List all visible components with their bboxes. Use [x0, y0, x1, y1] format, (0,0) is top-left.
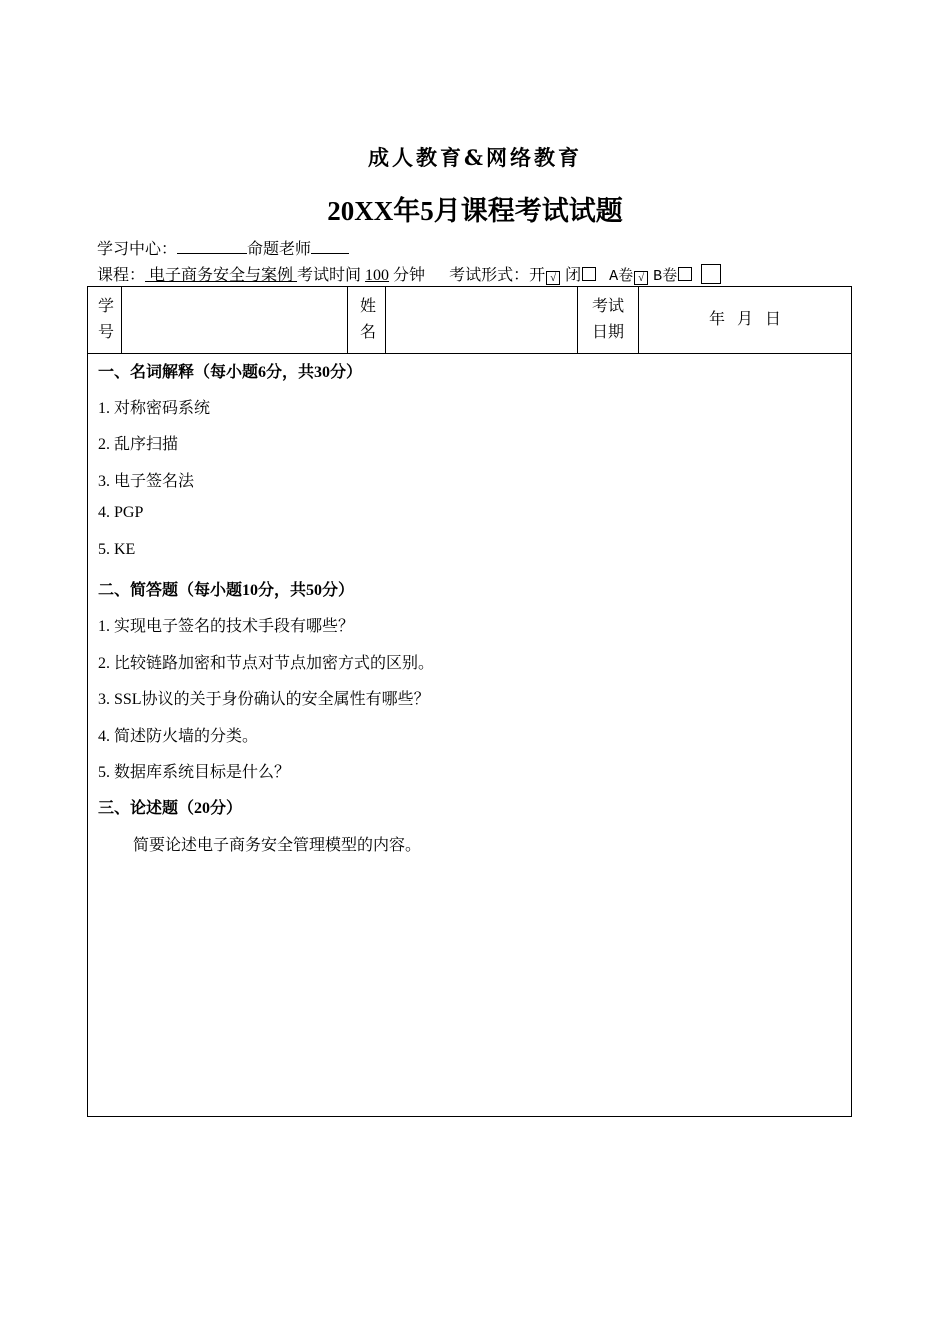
question-item: 4. PGP [98, 504, 144, 521]
student-id-label: 学 号 [88, 287, 122, 353]
center-label: 学习中心： [97, 241, 178, 258]
course-name: 电子商务安全与案例 [149, 267, 294, 284]
question-item: 1. 实现电子签名的技术手段有哪些？ [98, 618, 355, 635]
time-unit: 分钟 [393, 267, 426, 284]
student-info-row [88, 287, 851, 354]
paper-a-label: A卷 [609, 268, 634, 285]
question-item: 5. KE [98, 541, 136, 558]
exam-date-label: 考试 日期 [578, 287, 639, 353]
student-id-field[interactable] [122, 287, 348, 353]
org-title: 成人教育&网络教育 [368, 145, 582, 170]
question-item: 5. 数据库系统目标是什么？ [98, 764, 291, 781]
closed-checkbox[interactable] [582, 267, 596, 281]
section-2-title: 二、简答题（每小题10分，共50分） [98, 582, 355, 599]
question-item: 1. 对称密码系统 [98, 400, 211, 417]
time-label: 考试时间 [297, 267, 362, 284]
question-item: 2. 乱序扫描 [98, 436, 179, 453]
course-label: 课程： [97, 267, 146, 284]
exam-date-field[interactable]: 年 月 日 [708, 311, 781, 328]
student-name-field[interactable] [386, 287, 578, 353]
student-name-label: 姓 名 [348, 287, 386, 353]
question-item: 3. 电子签名法 [98, 473, 195, 490]
essay-prompt: 简要论述电子商务安全管理模型的内容。 [133, 837, 422, 854]
question-item: 4. 简述防火墙的分类。 [98, 728, 259, 745]
time-value: 100 [365, 267, 390, 284]
question-item: 3. SSL协议的关于身份确认的安全属性有哪些？ [98, 691, 430, 708]
paper-b-label: B卷 [653, 268, 678, 285]
center-blank[interactable] [177, 237, 247, 254]
form-label: 考试形式： [449, 267, 530, 284]
exam-title: 20XX年5月课程考试试题 [327, 196, 623, 226]
section-1-title: 一、名词解释（每小题6分，共30分） [98, 364, 363, 381]
open-label: 开 [529, 267, 546, 284]
meta-line-1 [97, 236, 349, 259]
extra-checkbox[interactable] [701, 264, 721, 284]
section-3-title: 三、论述题（20分） [98, 800, 243, 817]
teacher-label: 命题老师 [247, 241, 312, 258]
paper-b-checkbox[interactable] [678, 267, 692, 281]
closed-label: 闭 [565, 267, 582, 284]
open-checkbox[interactable]: √ [546, 271, 560, 285]
paper-a-checkbox[interactable]: √ [634, 271, 648, 285]
teacher-blank[interactable] [311, 237, 349, 254]
question-item: 2. 比较链路加密和节点对节点加密方式的区别。 [98, 655, 435, 672]
exam-sheet [87, 286, 852, 1117]
meta-line-2 [97, 262, 721, 285]
